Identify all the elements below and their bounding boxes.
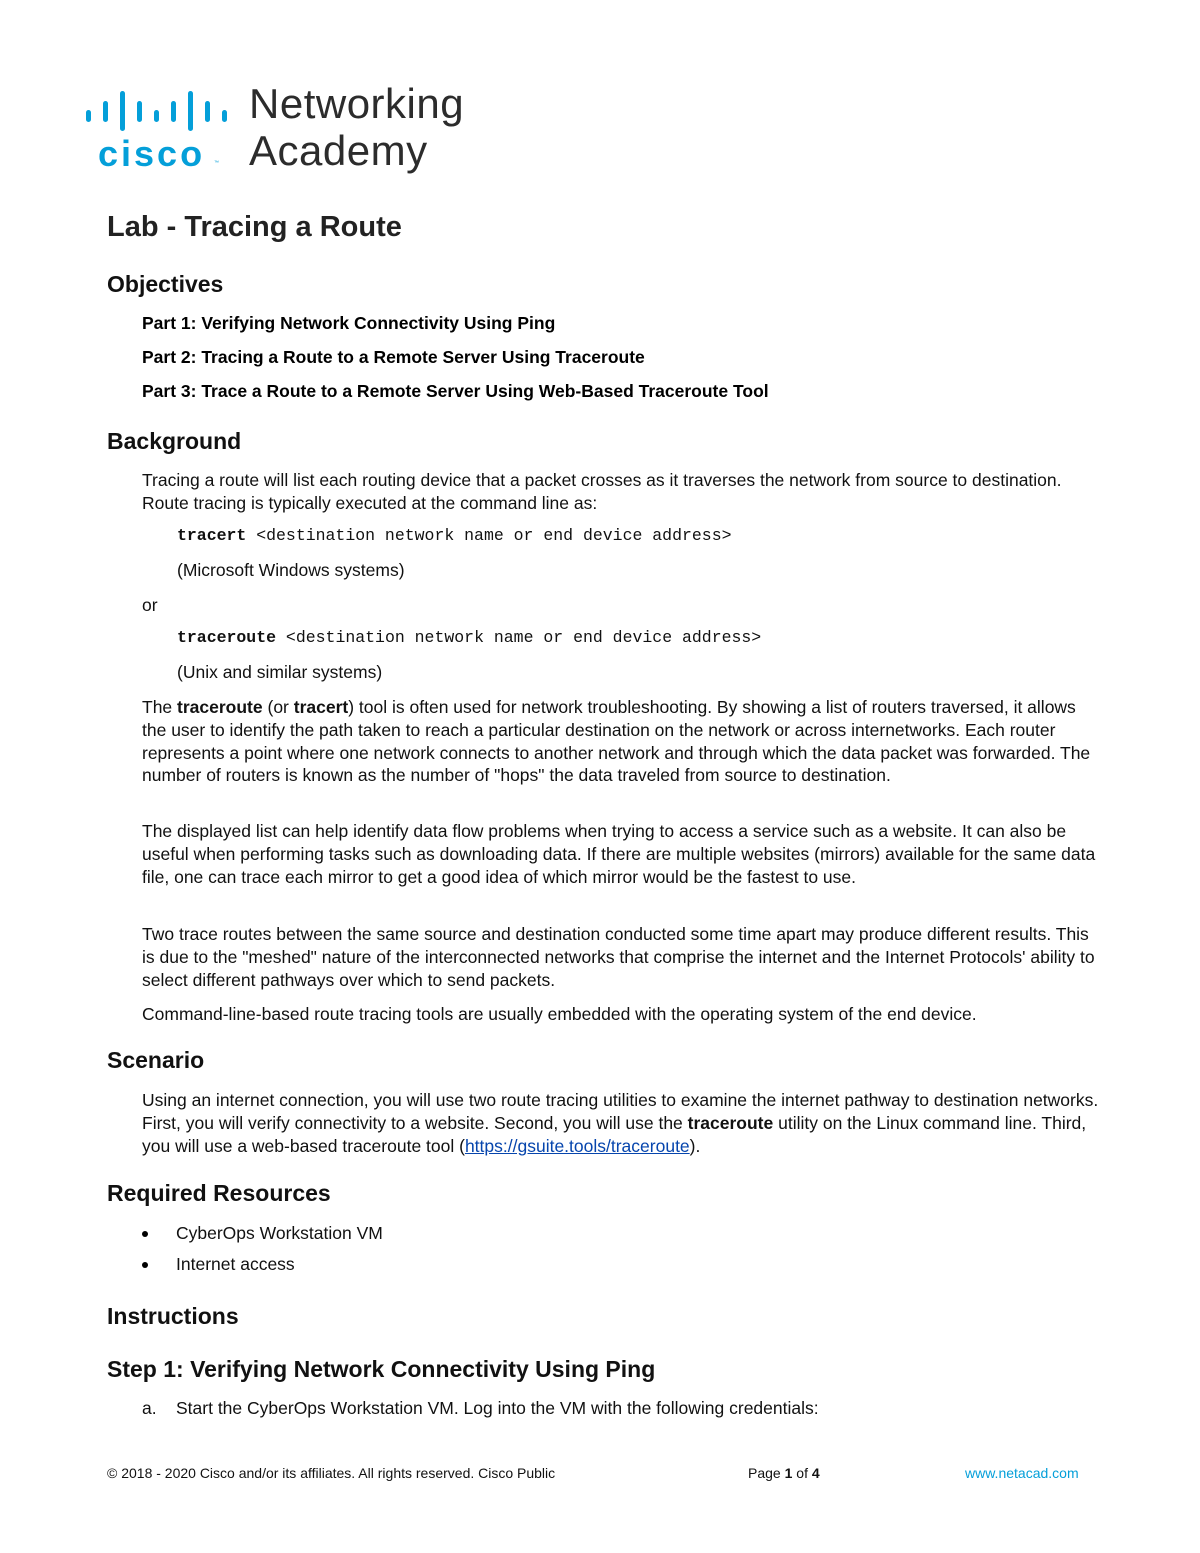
bullet-icon [142, 1231, 148, 1237]
cisco-wordmark: cisco [98, 133, 206, 174]
background-paragraph-4: Command-line-based route tracing tools are usually embedded with the operating system of the end device. [142, 1004, 977, 1024]
background-intro: Tracing a route will list each routing device that a packet crosses as it traverses the network from source to destination. Route tracing is typically executed at the command line as: [142, 470, 1062, 513]
objective-item: Part 3: Trace a Route to a Remote Server Using Web-Based Traceroute Tool [142, 381, 769, 401]
footer-copyright: © 2018 - 2020 Cisco and/or its affiliates. All rights reserved. Cisco Public [107, 1465, 556, 1481]
background-heading: Background [107, 428, 242, 454]
traceroute-tool-link[interactable]: https://gsuite.tools/traceroute [464, 1135, 690, 1156]
command-args: <destination network name or end device address> [276, 628, 762, 647]
objectives-heading: Objectives [107, 271, 224, 297]
trademark: ™ [214, 160, 219, 166]
logo-line-academy: Academy [249, 127, 428, 174]
item-marker: a. [142, 1398, 157, 1418]
objective-item: Part 2: Tracing a Route to a Remote Server Using Traceroute [142, 347, 645, 367]
step-1-heading: Step 1: Verifying Network Connectivity Using Ping [107, 1356, 656, 1382]
scenario-paragraph: Using an internet connection, you will use two route tracing utilities to examine the internet pathway to destination networks. First, you will verify connectivity to a website. Second, you will use the traceroute utility on the Linux command line. Third, you will use a web-based traceroute tool (https://gsuite.tools/traceroute). [142, 1090, 1099, 1156]
cisco-networking-academy-logo [83, 80, 483, 181]
windows-note: (Microsoft Windows systems) [177, 560, 405, 580]
page-title: Lab - Tracing a Route [107, 211, 402, 243]
footer-page-number: Page 1 of 4 [748, 1465, 820, 1481]
cisco-bars-icon [83, 86, 243, 136]
background-paragraph-3: Two trace routes between the same source and destination conducted some time apart may produce different results. This is due to the "meshed" nature of the interconnected networks that comprise the internet and the Internet Protocols' ability to select different pathways over which to send packets. [142, 924, 1095, 990]
instructions-heading: Instructions [107, 1303, 239, 1329]
tracert-command [177, 526, 732, 545]
traceroute-command [177, 628, 761, 647]
scenario-heading: Scenario [107, 1047, 205, 1073]
footer-url-link[interactable]: www.netacad.com [965, 1465, 1079, 1481]
objective-item: Part 1: Verifying Network Connectivity Using Ping [142, 313, 556, 333]
logo-line-networking: Networking [249, 80, 465, 127]
background-paragraph-1: The traceroute (or tracert) tool is often used for network troubleshooting. By showing a list of routers traversed, it allows the user to identify the path taken to reach a particular destination on the network or across internetworks. Each router represents a point where one network connects to another network and through which the data packet was forwarded. The number of routers is known as the number of "hops" the data traveled from source to destination. [142, 697, 1091, 786]
command-name: traceroute [177, 628, 277, 647]
unix-note: (Unix and similar systems) [177, 662, 383, 682]
background-paragraph-2: The displayed list can help identify data flow problems when trying to access a service such as a website. It can also be useful when performing tasks such as downloading data. If there are multiple websites (mirrors) available for the same data file, one can trace each mirror to get a good idea of which mirror would be the fastest to use. [142, 821, 1096, 887]
required-resources-heading: Required Resources [107, 1180, 331, 1206]
command-name: tracert [177, 526, 247, 545]
command-args: <destination network name or end device address> [246, 526, 732, 545]
bullet-icon [142, 1262, 148, 1268]
or-text: or [142, 595, 158, 615]
